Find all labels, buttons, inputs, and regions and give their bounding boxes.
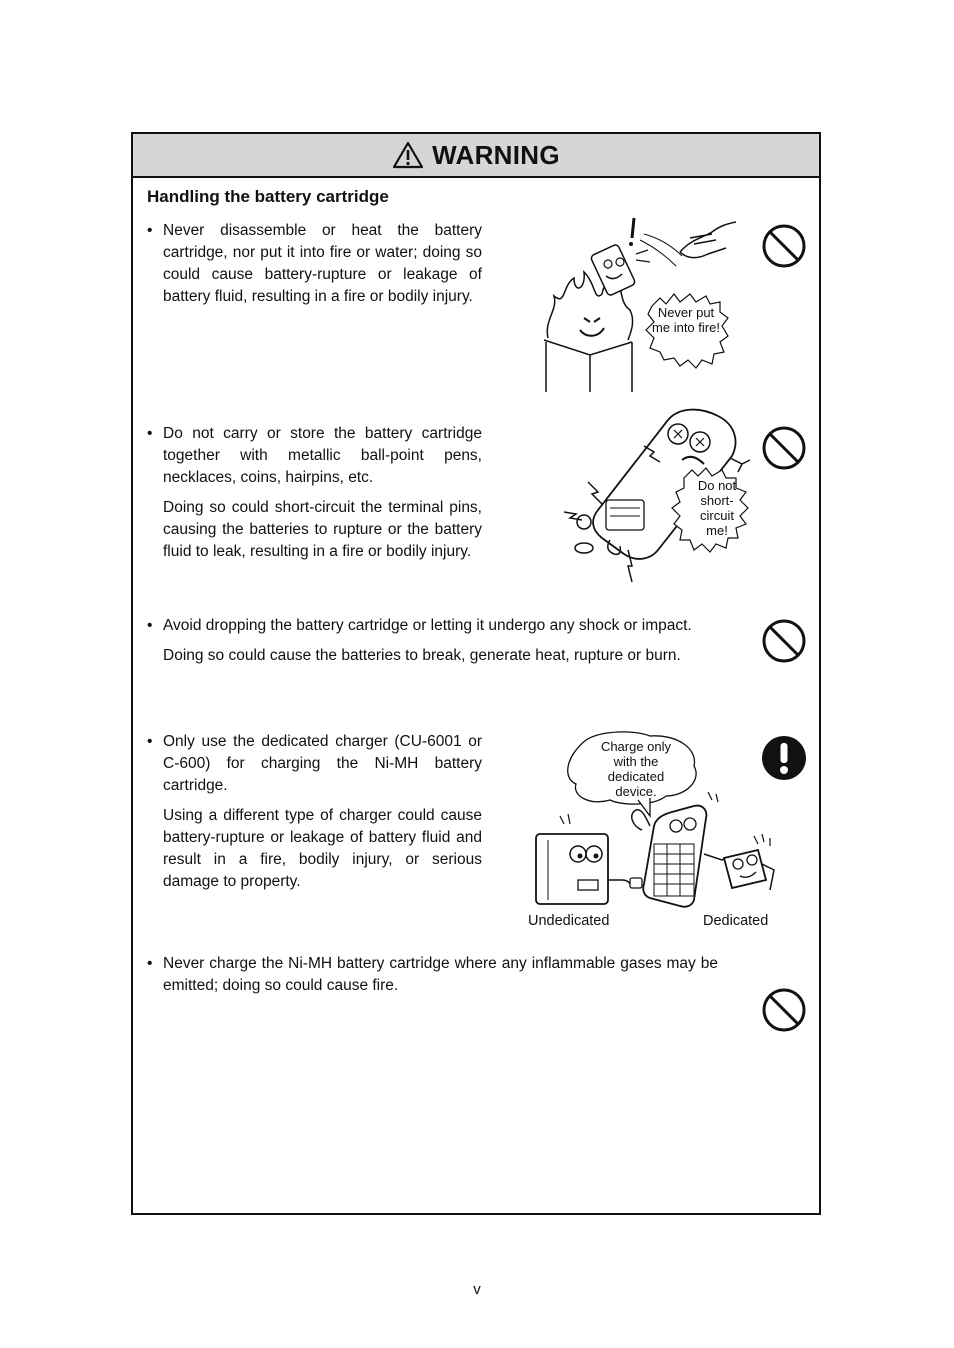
bullet: • — [147, 955, 153, 972]
prohibition-icon — [761, 618, 807, 664]
dedicated-label: Dedicated — [703, 913, 769, 929]
section-title: Handling the battery cartridge — [147, 187, 389, 206]
prohibition-icon — [761, 987, 807, 1033]
undedicated-label: Undedicated — [528, 913, 610, 929]
item-followup-text: Doing so could cause the batteries to break, generate heat, rupture or burn. — [163, 647, 681, 664]
warning-item-1 — [147, 220, 482, 308]
charger-bubble-text: Charge only with the dedicated device. — [600, 739, 672, 799]
prohibition-icon — [761, 425, 807, 471]
warning-item-4 — [147, 731, 482, 893]
prohibition-icon — [761, 223, 807, 269]
item-text: Avoid dropping the battery cartridge or letting it undergo any shock or impact. — [163, 617, 692, 634]
item-text: Only use the dedicated charger (CU-6001 or C-600) for charging the Ni-MH battery cartridge. — [163, 733, 482, 794]
item-text: Do not carry or store the battery cartridge together with metallic ball-point pens, necklaces, coins, hairpins, etc. — [163, 425, 482, 486]
warning-header — [133, 134, 819, 178]
fire-bubble-text: Never put me into fire! — [652, 305, 720, 335]
item-followup-text: Using a different type of charger could cause battery-rupture or leakage of battery fluid and result in a fire, bodily injury, or serious damage to property. — [163, 807, 482, 890]
bullet: • — [147, 222, 153, 239]
warning-item-2 — [147, 423, 482, 563]
battery-fire-illustration — [540, 210, 745, 395]
item-text: Never charge the Ni-MH battery cartridge where any inflammable gases may be emitted; doing so could cause fire. — [163, 955, 718, 994]
item-text: Never disassemble or heat the battery cartridge, nor put it into fire or water; doing so could cause battery-rupture or leakage of battery fluid, resulting in a fire or bodily injury. — [163, 222, 482, 305]
bullet: • — [147, 617, 153, 634]
warning-item-5 — [147, 953, 718, 997]
warning-item-3 — [147, 615, 718, 667]
warning-triangle-icon — [392, 141, 424, 169]
bullet: • — [147, 425, 153, 442]
page-number: v — [473, 1281, 481, 1298]
warning-title: WARNING — [432, 139, 560, 170]
item-followup-text: Doing so could short-circuit the terminal pins, causing the batteries to rupture or the battery fluid to leak, resulting in a fire or bodily injury. — [163, 499, 482, 560]
bullet: • — [147, 733, 153, 750]
short-circuit-bubble-text: Do not short-circuit me! — [697, 478, 737, 538]
